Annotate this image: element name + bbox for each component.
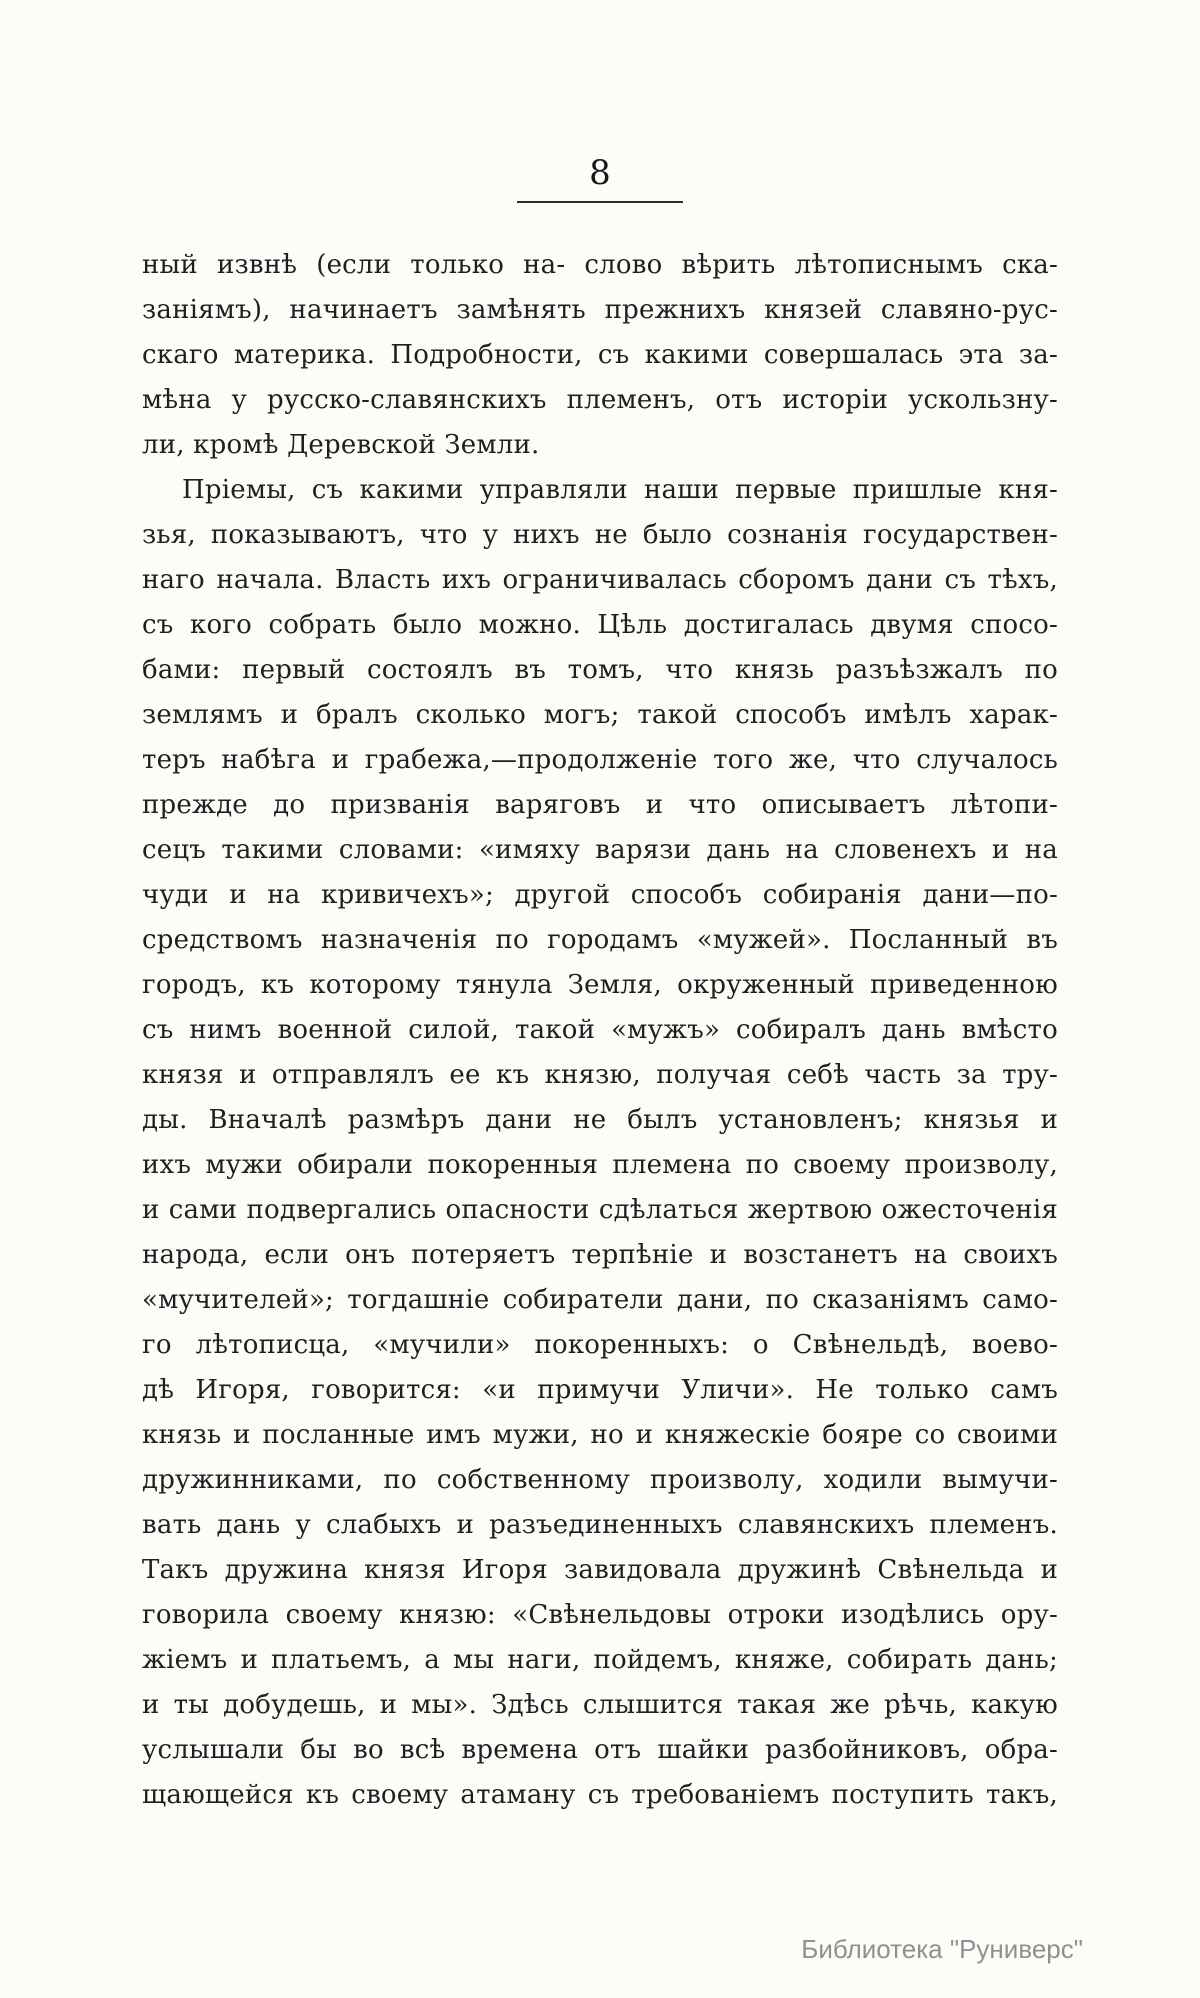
text-line: говорила своему князю: «Свѣнельдовы отроки изодѣлись ору- (142, 1600, 1058, 1630)
text-line: заніямъ), начинаетъ замѣнять прежнихъ князей славяно-рус- (142, 295, 1058, 325)
text-line: щающейся къ своему атаману съ требованіемъ поступить такъ, (142, 1780, 1058, 1810)
page-number-divider (517, 201, 683, 203)
text-line: вать дань у слабыхъ и разъединенныхъ славянскихъ племенъ. (142, 1510, 1058, 1540)
text-line: землямъ и бралъ сколько могъ; такой способъ имѣлъ харак- (142, 700, 1058, 730)
text-line: бами: первый состоялъ въ томъ, что князь разъѣзжалъ по (142, 655, 1058, 685)
text-line: дружинниками, по собственному произволу, ходили вымучи- (142, 1465, 1058, 1495)
text-line: князь и посланные имъ мужи, но и княжескіе бояре со своими (142, 1420, 1058, 1450)
text-line: мѣна у русско-славянскихъ племенъ, отъ исторіи ускользну- (142, 385, 1058, 415)
text-line: услышали бы во всѣ времена отъ шайки разбойниковъ, обра- (142, 1735, 1058, 1765)
text-line: и сами подвергались опасности сдѣлаться жертвою ожесточенія (142, 1195, 1058, 1225)
page-text (142, 243, 1058, 1818)
text-line: ихъ мужи обирали покоренныя племена по своему произволу, (142, 1150, 1058, 1180)
text-line: дѣ Игоря, говорится: «и примучи Уличи». Не только самъ (142, 1375, 1058, 1405)
text-line: съ кого собрать было можно. Цѣль достигалась двумя спосо- (142, 610, 1058, 640)
text-line: ды. Вначалѣ размѣръ дани не былъ установленъ; князья и (142, 1105, 1058, 1135)
text-line: средствомъ назначенія по городамъ «мужей». Посланный въ (142, 925, 1058, 955)
text-line: чуди и на кривичехъ»; другой способъ собиранія дани—по- (142, 880, 1058, 910)
text-line: сецъ такими словами: «имяху варязи дань на словенехъ и на (142, 835, 1058, 865)
text-line: прежде до призванія варяговъ и что описываетъ лѣтопи- (142, 790, 1058, 820)
text-line: го лѣтописца, «мучили» покоренныхъ: о Свѣнельдѣ, воево- (142, 1330, 1058, 1360)
text-line: жіемъ и платьемъ, а мы наги, пойдемъ, княже, собирать дань; (142, 1645, 1058, 1675)
text-line: теръ набѣга и грабежа,—продолженіе того же, что случалось (142, 745, 1058, 775)
text-line: ный извнѣ (если только на- слово вѣрить лѣтописнымъ ска- (142, 250, 1058, 280)
text-line: съ нимъ военной силой, такой «мужъ» собиралъ дань вмѣсто (142, 1015, 1058, 1045)
text-line: Пріемы, съ какими управляли наши первые пришлые кня- (182, 475, 1058, 505)
text-line: зья, показываютъ, что у нихъ не было сознанія государствен- (142, 520, 1058, 550)
text-line: народа, если онъ потеряетъ терпѣніе и возстанетъ на своихъ (142, 1240, 1058, 1270)
text-line: наго начала. Власть ихъ ограничивалась сборомъ дани съ тѣхъ, (142, 565, 1058, 595)
text-line: ли, кромѣ Деревской Земли. (142, 430, 540, 460)
text-line: городъ, къ которому тянула Земля, окруженный приведенною (142, 970, 1058, 1000)
text-line: скаго материка. Подробности, съ какими совершалась эта за- (142, 340, 1058, 370)
library-watermark: Библиотека "Руниверс" (801, 1934, 1083, 1964)
text-line: Такъ дружина князя Игоря завидовала дружинѣ Свѣнельда и (142, 1555, 1058, 1585)
text-line: князя и отправлялъ ее къ князю, получая себѣ часть за тру- (142, 1060, 1058, 1090)
text-line: и ты добудешь, и мы». Здѣсь слышится такая же рѣчь, какую (142, 1690, 1058, 1720)
page-number: 8 (589, 153, 611, 193)
text-line: «мучителей»; тогдашніе собиратели дани, по сказаніямъ само- (142, 1285, 1058, 1315)
